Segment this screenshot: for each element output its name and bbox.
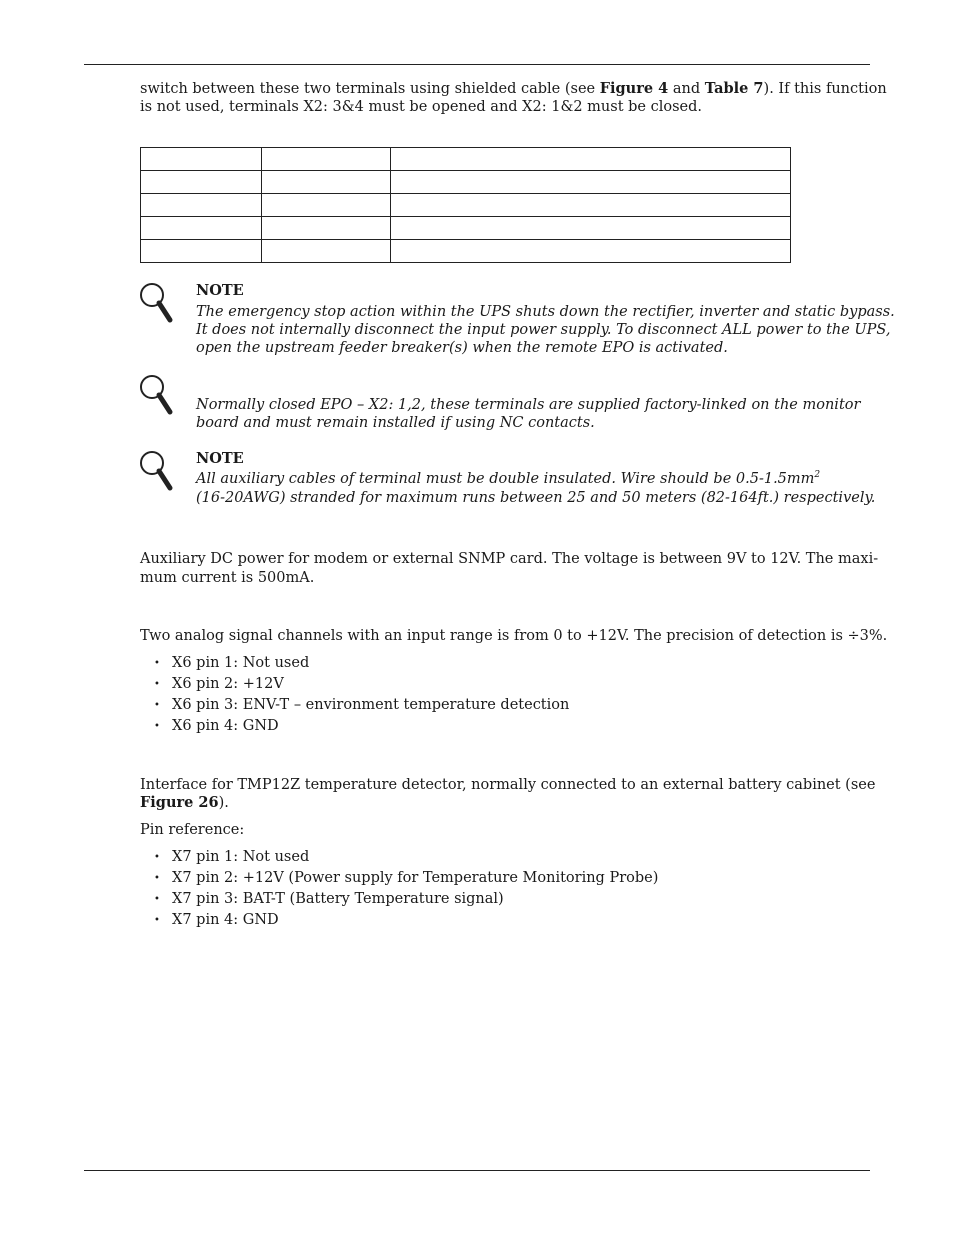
table-row <box>141 148 791 171</box>
list-item: • X7 pin 1: Not used <box>150 847 658 868</box>
note-text: open the upstream feeder breaker(s) when the remote EPO is activated. <box>196 340 728 356</box>
figure-4-ref[interactable]: Figure 4 <box>599 80 669 97</box>
table-row <box>141 171 791 194</box>
intro-line-2: is not used, terminals X2: 3&4 must be opened and X2: 1&2 must be closed. <box>140 99 703 115</box>
note-text: All auxiliary cables of terminal must be double insulated. Wire should be $0.5-1.5mm^2$ <box>196 470 821 487</box>
note-text: It does not internally disconnect the input power supply. To disconnect ALL power to the UPS, <box>196 322 891 338</box>
magnifier-icon <box>138 282 174 328</box>
table-row <box>141 217 791 240</box>
note-title: NOTE <box>196 450 244 467</box>
table-row <box>141 240 791 263</box>
list-item: • X6 pin 1: Not used <box>150 653 569 674</box>
note-text: board and must remain installed if using NC contacts. <box>196 415 595 431</box>
list-item: • X7 pin 3: BAT-T (Battery Temperature signal) <box>150 889 658 910</box>
magnifier-icon <box>138 374 174 420</box>
magnifier-icon <box>138 450 174 496</box>
list-item: • X6 pin 2: +12V <box>150 674 569 695</box>
list-item: • X7 pin 4: GND <box>150 910 658 931</box>
aux-dc-text: mum current is 500mA. <box>140 570 315 586</box>
list-item: • X7 pin 2: +12V (Power supply for Temperature Monitoring Probe) <box>150 868 658 889</box>
header-rule <box>84 64 870 65</box>
footer-rule <box>84 1170 870 1171</box>
figure-26-ref[interactable]: Figure 26 <box>140 794 219 811</box>
pin-reference-label: Pin reference: <box>140 822 245 838</box>
analog-pin-list <box>150 653 569 737</box>
note-title: NOTE <box>196 282 244 299</box>
intro-line-1: switch between these two terminals using shielded cable (see Figure 4 and Table 7). If this function <box>140 80 887 97</box>
tmp-pin-list <box>150 847 658 931</box>
note-text: Normally closed EPO – X2: 1,2, these terminals are supplied factory-linked on the monitor <box>196 397 861 413</box>
note-text: The emergency stop action within the UPS shuts down the rectifier, inverter and static bypass. <box>196 304 895 320</box>
tmp-text: Interface for TMP12Z temperature detector, normally connected to an external battery cabinet (see <box>140 777 876 793</box>
table-7-ref[interactable]: Table 7 <box>704 80 764 97</box>
tmp-text: Figure 26). <box>140 794 229 811</box>
list-item: • X6 pin 4: GND <box>150 716 569 737</box>
terminal-table <box>140 147 791 263</box>
note-text: (16-20AWG) stranded for maximum runs between 25 and 50 meters (82-164ft.) respectively. <box>196 490 876 506</box>
analog-text: Two analog signal channels with an input range is from 0 to +12V. The precision of detection is ÷3%. <box>140 628 888 644</box>
aux-dc-text: Auxiliary DC power for modem or external SNMP card. The voltage is between 9V to 12V. The maxi- <box>140 551 879 567</box>
table-row <box>141 194 791 217</box>
list-item: • X6 pin 3: ENV-T – environment temperature detection <box>150 695 569 716</box>
